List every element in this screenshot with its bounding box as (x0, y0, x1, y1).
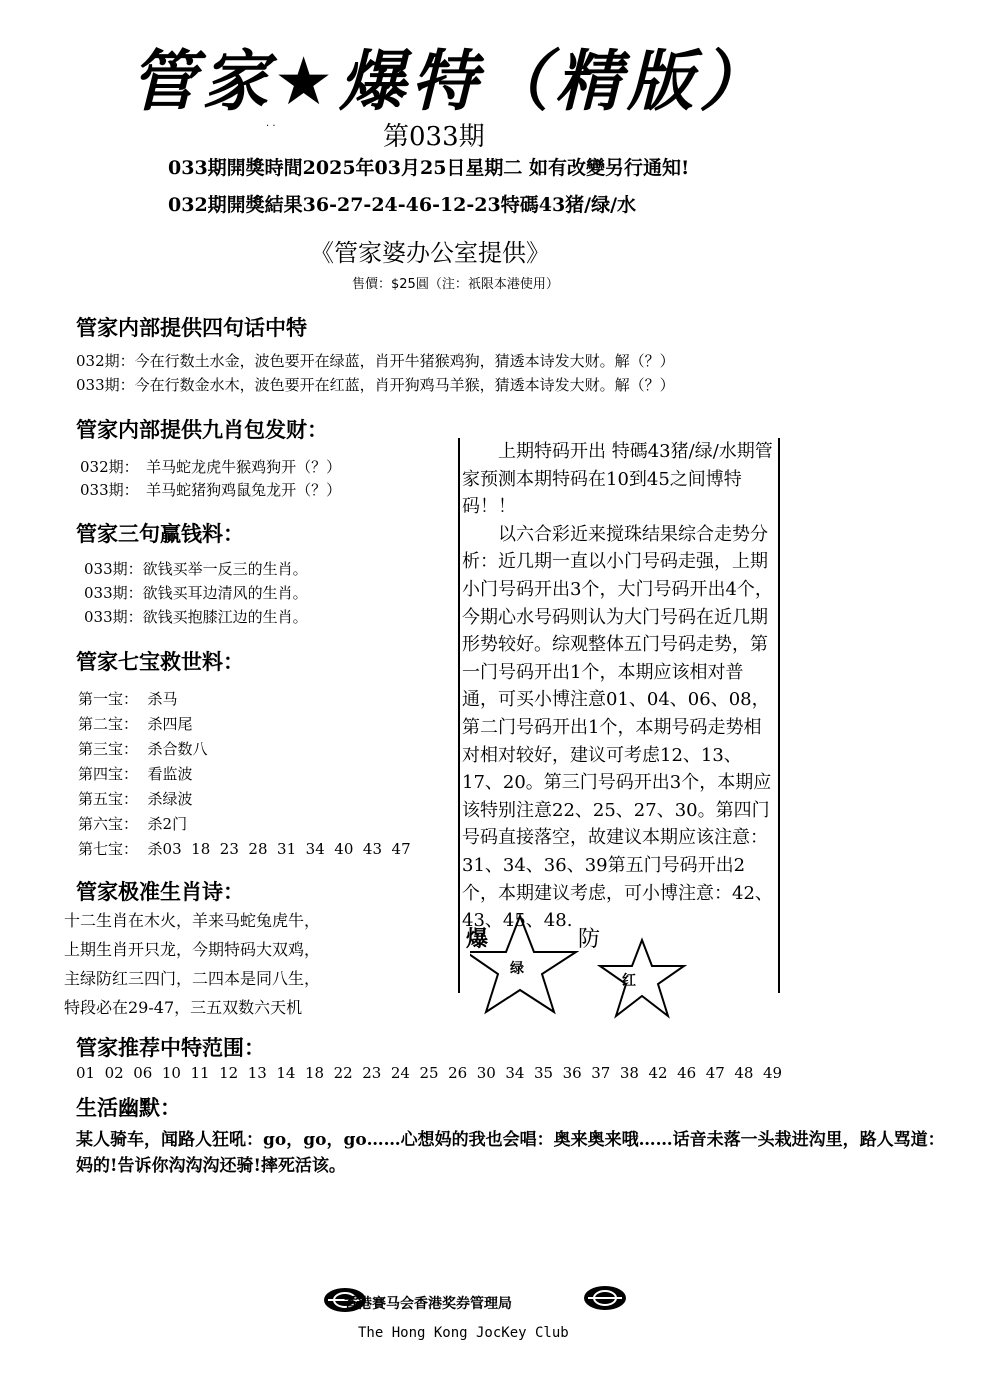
poem-heading: 管家极准生肖诗： (76, 880, 244, 904)
star-left-inner: 绿 (510, 961, 524, 977)
treasure-line-2: 第二宝： 杀四尾 (78, 715, 193, 733)
last-result: 032期開獎結果36-27-24-46-12-23特碼43猪/绿/水 (168, 194, 637, 216)
four-sentence-line-2: 033期：今在行数金水木，波色要开在红蓝，肖开狗鸡马羊猴，猜透本诗发大财。解（？） (76, 376, 675, 394)
poem-line-2: 上期生肖开只龙，今期特码大双鸡， (64, 940, 321, 959)
four-sentence-heading: 管家内部提供四句话中特 (76, 316, 307, 340)
nine-zodiac-line-2: 033期： 羊马蛇猪狗鸡鼠兔龙开（？） (80, 481, 342, 499)
star-right-label: 防 (578, 927, 601, 952)
treasure-line-6: 第六宝： 杀2门 (78, 815, 188, 833)
page-title: 管家★爆特（精版） (130, 43, 772, 120)
treasure-line-1: 第一宝： 杀马 (78, 690, 178, 708)
analysis-para-2: 以六合彩近来搅珠结果综合走势分析：近几期一直以小门号码走强，上期小门号码开出3个，大门号码开出4个，今期心水号码则认为大门号码在近几期形势较好。综观整体五门号码走势，第一门号码开出1个，本期应该相对普通，可买小博注意01、04、06、08，第二门号码开出1个，本期号码走势相对相对较好，建议可考虑12、13、17、20。第三门号码开出3个，本期应该特别注意22、25、27、30。第四门号码直接落空，故建议本期应该注意：31、34、36、39第五门号码开出2个，本期建议考虑，可小博注意：42、43、45、48. (462, 523, 773, 932)
treasure-line-3: 第三宝： 杀合数八 (78, 740, 208, 758)
star-right-inner: 红 (622, 973, 636, 989)
price-note: 售價：$25圓（注：祇限本港使用） (352, 277, 559, 292)
humor-text: 某人骑车，闻路人狂吼：go，go，go……心想妈的我也会唱：奥来奥来哦……话音未落一头栽进沟里，路人骂道：妈的!告诉你沟沟沟还骑!摔死活该。 (76, 1130, 945, 1176)
three-sentence-heading: 管家三句赢钱料： (76, 522, 244, 546)
three-sentence-line-1: 033期：欲钱买举一反三的生肖。 (84, 560, 308, 578)
poem-line-4: 特段必在29-47，三五双数六天机 (64, 998, 303, 1017)
four-sentence-line-1: 032期：今在行数土水金，波色要开在绿蓝，肖开牛猪猴鸡狗，猜透本诗发大财。解（？） (76, 352, 675, 370)
jockey-club-logo-right-icon (582, 1284, 628, 1312)
three-sentence-line-2: 033期：欲钱买耳边清风的生肖。 (84, 584, 308, 602)
treasure-line-5: 第五宝： 杀绿波 (78, 790, 193, 808)
range-heading: 管家推荐中特范围： (76, 1036, 265, 1060)
star-right-icon (600, 940, 684, 1016)
nine-zodiac-line-1: 032期： 羊马蛇龙虎牛猴鸡狗开（？） (80, 458, 342, 476)
range-numbers: 01 02 06 10 11 12 13 14 18 22 23 24 25 26 30 34 35 36 37 38 42 46 47 48 49 (76, 1064, 783, 1082)
office-credit: 《管家婆办公室提供》 (310, 239, 550, 267)
three-sentence-line-3: 033期：欲钱买抱膝江边的生肖。 (84, 608, 308, 626)
analysis-text (462, 438, 774, 935)
treasure-line-4: 第四宝： 看监波 (78, 765, 193, 783)
footer-cn: 香港賽马会香港奖券管理局 (344, 1296, 512, 1312)
poem-line-3: 主绿防红三四门，二四本是同八生， (64, 969, 321, 988)
treasure-line-7: 第七宝： 杀03 18 23 28 31 34 40 43 47 (78, 840, 411, 858)
footer-en: The Hong Kong JocKey Club (358, 1325, 569, 1341)
issue-number: 第033期 (383, 122, 485, 152)
analysis-para-1: 上期特码开出 特碼43猪/绿/水期管家预测本期特码在10到45之间博特码！！ (462, 441, 773, 518)
star-left-label: 爆 (466, 926, 489, 952)
decorative-dots: . . (266, 118, 276, 129)
draw-time: 033期開獎時間2025年03月25日星期二 如有改變另行通知! (168, 157, 690, 179)
poem-line-1: 十二生肖在木火，羊来马蛇兔虎牛， (64, 911, 321, 930)
humor-heading: 生活幽默： (76, 1096, 181, 1120)
seven-treasure-heading: 管家七宝救世料： (76, 650, 244, 674)
nine-zodiac-heading: 管家内部提供九肖包发财： (76, 418, 328, 442)
